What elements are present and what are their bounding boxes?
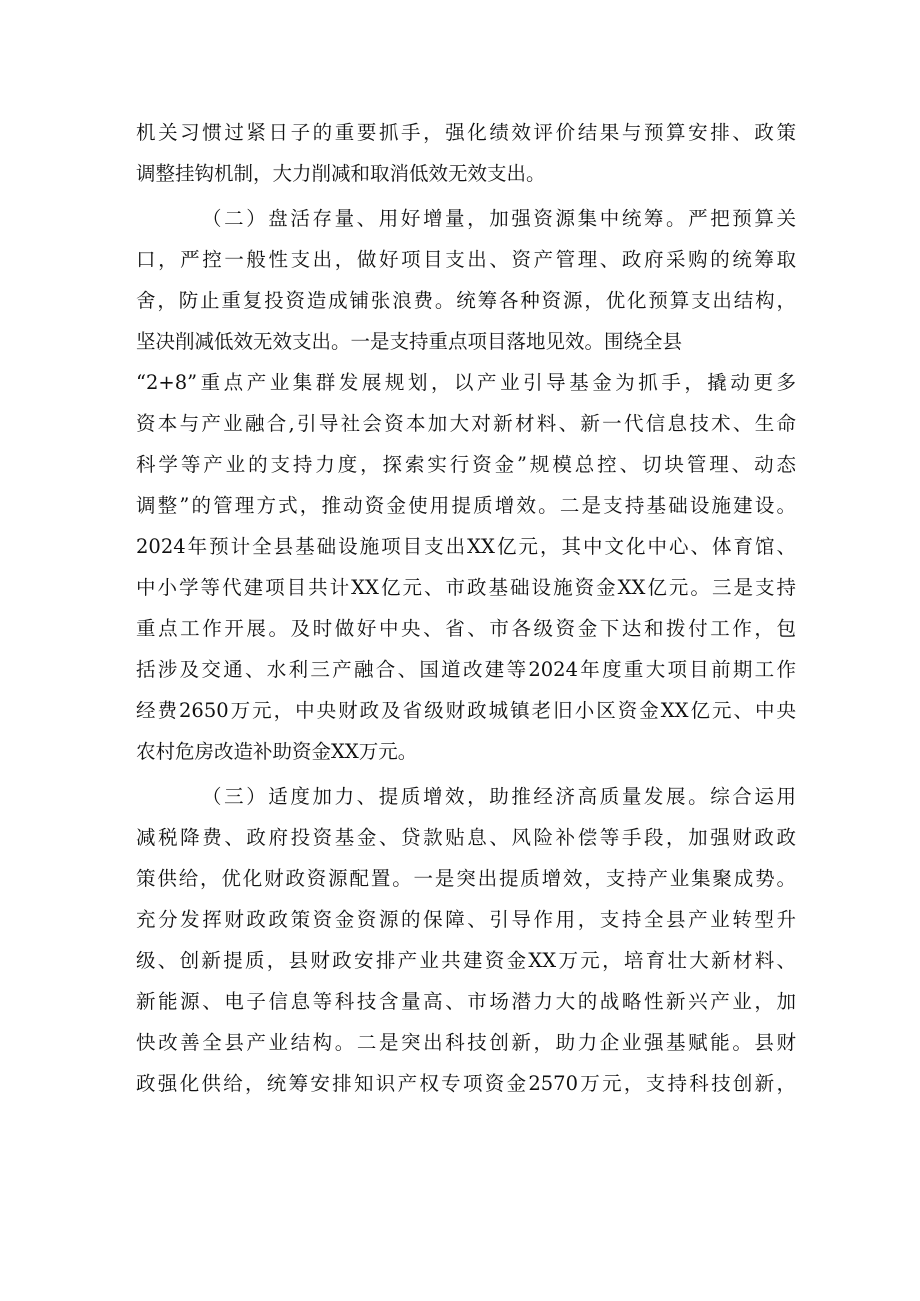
text-line: 坚决削减低效无效支出。一是支持重点项目落地见效。围绕全县 (136, 330, 683, 353)
text-line: 科学等产业的支持力度，探索实行资金”规模总控、切块管理、动态 (136, 453, 796, 476)
text-line: 调整挂钩机制，大力削减和取消低效无效支出。 (136, 162, 546, 185)
section-heading-line: （二）盘活存量、用好增量，加强资源集中统筹。严把预算关 (202, 207, 796, 230)
text-line: 政强化供给，统筹安排知识产权专项资金2570万元，支持科技创新， (136, 1072, 796, 1095)
text-line: “2+8”重点产业集群发展规划，以产业引导基金为抓手，撬动更多 (136, 371, 796, 394)
text-line: 快改善全县产业结构。二是突出科技创新，助力企业强基赋能。县财 (136, 1031, 796, 1054)
section-heading-line: （三）适度加力、提质增效，助推经济高质量发展。综合运用 (202, 785, 796, 808)
text-line: 舍，防止重复投资造成铺张浪费。统筹各种资源，优化预算支出结构， (136, 289, 796, 312)
text-line: 括涉及交通、水利三产融合、国道改建等2024年度重大项目前期工作 (136, 658, 796, 681)
text-line: 经费2650万元，中央财政及省级财政城镇老旧小区资金XX亿元、中央 (136, 699, 796, 722)
text-line: 资本与产业融合,引导社会资本加大对新材料、新一代信息技术、生命 (136, 412, 796, 435)
text-line: 中小学等代建项目共计XX亿元、市政基础设施资金XX亿元。三是支持 (136, 576, 796, 599)
text-line: 机关习惯过紧日子的重要抓手，强化绩效评价结果与预算安排、政策 (136, 121, 796, 144)
text-line: 2024年预计全县基础设施项目支出XX亿元，其中文化中心、体育馆、 (136, 535, 796, 558)
text-line: 策供给，优化财政资源配置。一是突出提质增效，支持产业集聚成势。 (136, 867, 796, 890)
text-line: 新能源、电子信息等科技含量高、市场潜力大的战略性新兴产业，加 (136, 990, 796, 1013)
text-line: 农村危房改造补助资金XX万元。 (136, 740, 418, 763)
text-line: 重点工作开展。及时做好中央、省、市各级资金下达和拨付工作，包 (136, 617, 796, 640)
text-line: 调整”的管理方式，推动资金使用提质增效。二是支持基础设施建设。 (136, 494, 796, 517)
text-line: 充分发挥财政政策资金资源的保障、引导作用，支持全县产业转型升 (136, 908, 796, 931)
text-line: 减税降费、政府投资基金、贷款贴息、风险补偿等手段，加强财政政 (136, 826, 796, 849)
text-line: 口，严控一般性支出，做好项目支出、资产管理、政府采购的统筹取 (136, 248, 796, 271)
text-line: 级、创新提质，县财政安排产业共建资金XX万元，培育壮大新材料、 (136, 949, 796, 972)
